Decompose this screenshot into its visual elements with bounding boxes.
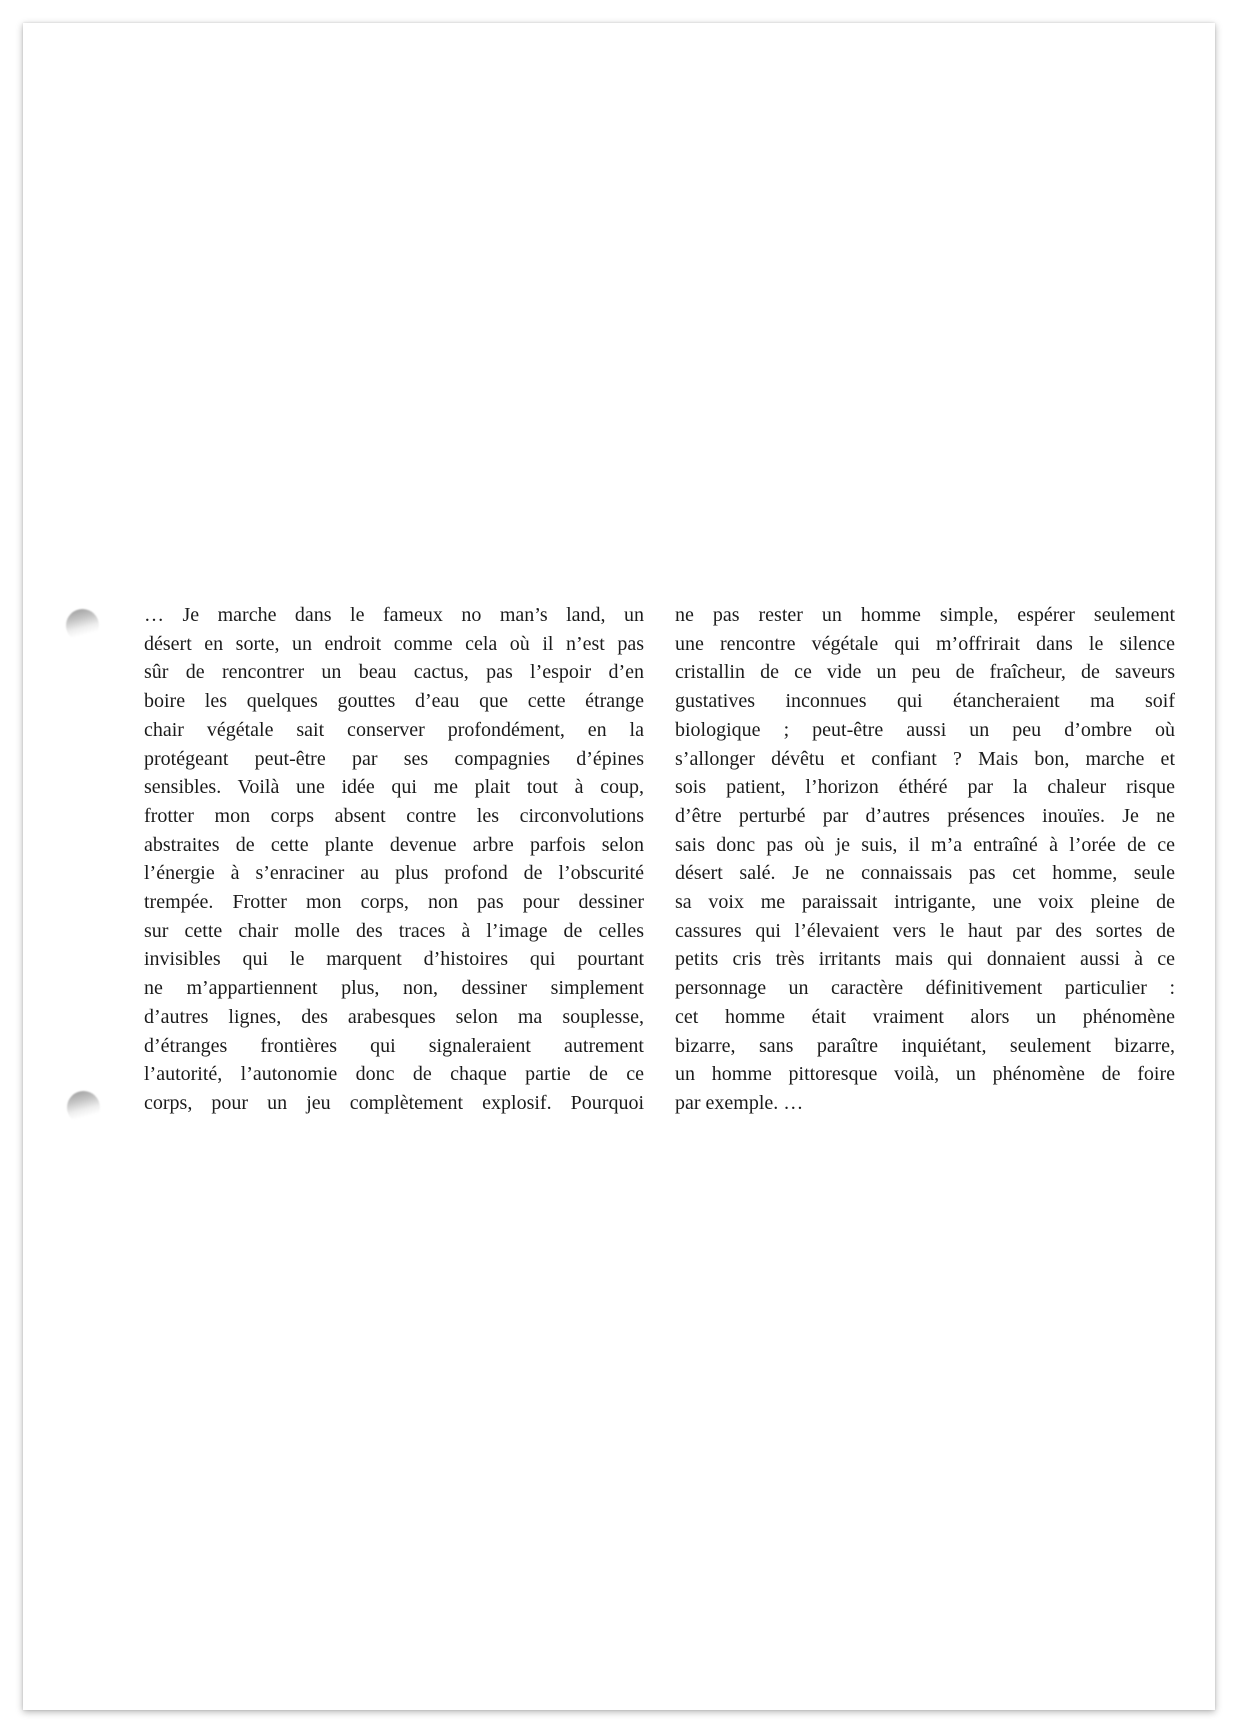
text-line: biologique ; peut-être aussi un peu d’ombre où	[675, 718, 1175, 741]
text-column-right	[675, 601, 1175, 1118]
page-text	[144, 601, 1175, 1118]
text-line: d’autres lignes, des arabesques selon ma souplesse,	[144, 1005, 644, 1028]
text-line: boire les quelques gouttes d’eau que cette étrange	[144, 690, 644, 713]
text-line: corps, pour un jeu complètement explosif. Pourquoi	[144, 1091, 644, 1114]
text-line: cet homme était vraiment alors un phénomène	[675, 1005, 1175, 1028]
text-line: une rencontre végétale qui m’offrirait dans le silence	[675, 632, 1175, 655]
text-line: … Je marche dans le fameux no man’s land, un	[144, 604, 644, 626]
text-line: abstraites de cette plante devenue arbre parfois selon	[144, 833, 644, 856]
text-line: invisibles qui le marquent d’histoires qui pourtant	[144, 948, 644, 971]
text-line: petits cris très irritants mais qui donnaient aussi à ce	[675, 948, 1175, 971]
text-line: sensibles. Voilà une idée qui me plait tout à coup,	[144, 776, 644, 799]
text-line: ne pas rester un homme simple, espérer seulement	[675, 604, 1175, 626]
text-line: trempée. Frotter mon corps, non pas pour dessiner	[144, 891, 644, 914]
punch-hole-top	[66, 609, 99, 642]
punch-hole-bottom	[67, 1091, 100, 1124]
text-line: chair végétale sait conserver profondément, en la	[144, 718, 644, 741]
text-line: sais donc pas où je suis, il m’a entraîné à l’orée de ce	[675, 833, 1175, 856]
text-line: sa voix me paraissait intrigante, une voix pleine de	[675, 891, 1175, 914]
page-sheet	[23, 23, 1215, 1710]
text-line: cassures qui l’élevaient vers le haut par des sortes de	[675, 919, 1175, 942]
text-line: bizarre, sans paraître inquiétant, seulement bizarre,	[675, 1034, 1175, 1057]
text-line: sûr de rencontrer un beau cactus, pas l’espoir d’en	[144, 661, 644, 684]
text-line: personnage un caractère définitivement particulier :	[675, 977, 1175, 1000]
text-line: s’allonger dévêtu et confiant ? Mais bon, marche et	[675, 747, 1175, 770]
text-line: d’étranges frontières qui signaleraient autrement	[144, 1034, 644, 1057]
text-line: cristallin de ce vide un peu de fraîcheur, de saveurs	[675, 661, 1175, 684]
text-line: désert en sorte, un endroit comme cela où il n’est pas	[144, 632, 644, 655]
text-line: gustatives inconnues qui étancheraient ma soif	[675, 690, 1175, 713]
text-line: l’autorité, l’autonomie donc de chaque partie de ce	[144, 1063, 644, 1086]
text-line: protégeant peut-être par ses compagnies d’épines	[144, 747, 644, 770]
text-line: par exemple. …	[675, 1091, 804, 1114]
text-line: d’être perturbé par d’autres présences inouïes. Je ne	[675, 804, 1175, 827]
text-line: ne m’appartiennent plus, non, dessiner simplement	[144, 977, 644, 1000]
text-line: désert salé. Je ne connaissais pas cet homme, seule	[675, 862, 1175, 885]
text-column-left	[144, 601, 644, 1118]
text-line: l’énergie à s’enraciner au plus profond de l’obscurité	[144, 862, 644, 885]
text-line: un homme pittoresque voilà, un phénomène de foire	[675, 1063, 1175, 1086]
text-line: sois patient, l’horizon éthéré par la chaleur risque	[675, 776, 1175, 799]
text-line: sur cette chair molle des traces à l’image de celles	[144, 919, 644, 942]
text-line: frotter mon corps absent contre les circonvolutions	[144, 804, 644, 827]
